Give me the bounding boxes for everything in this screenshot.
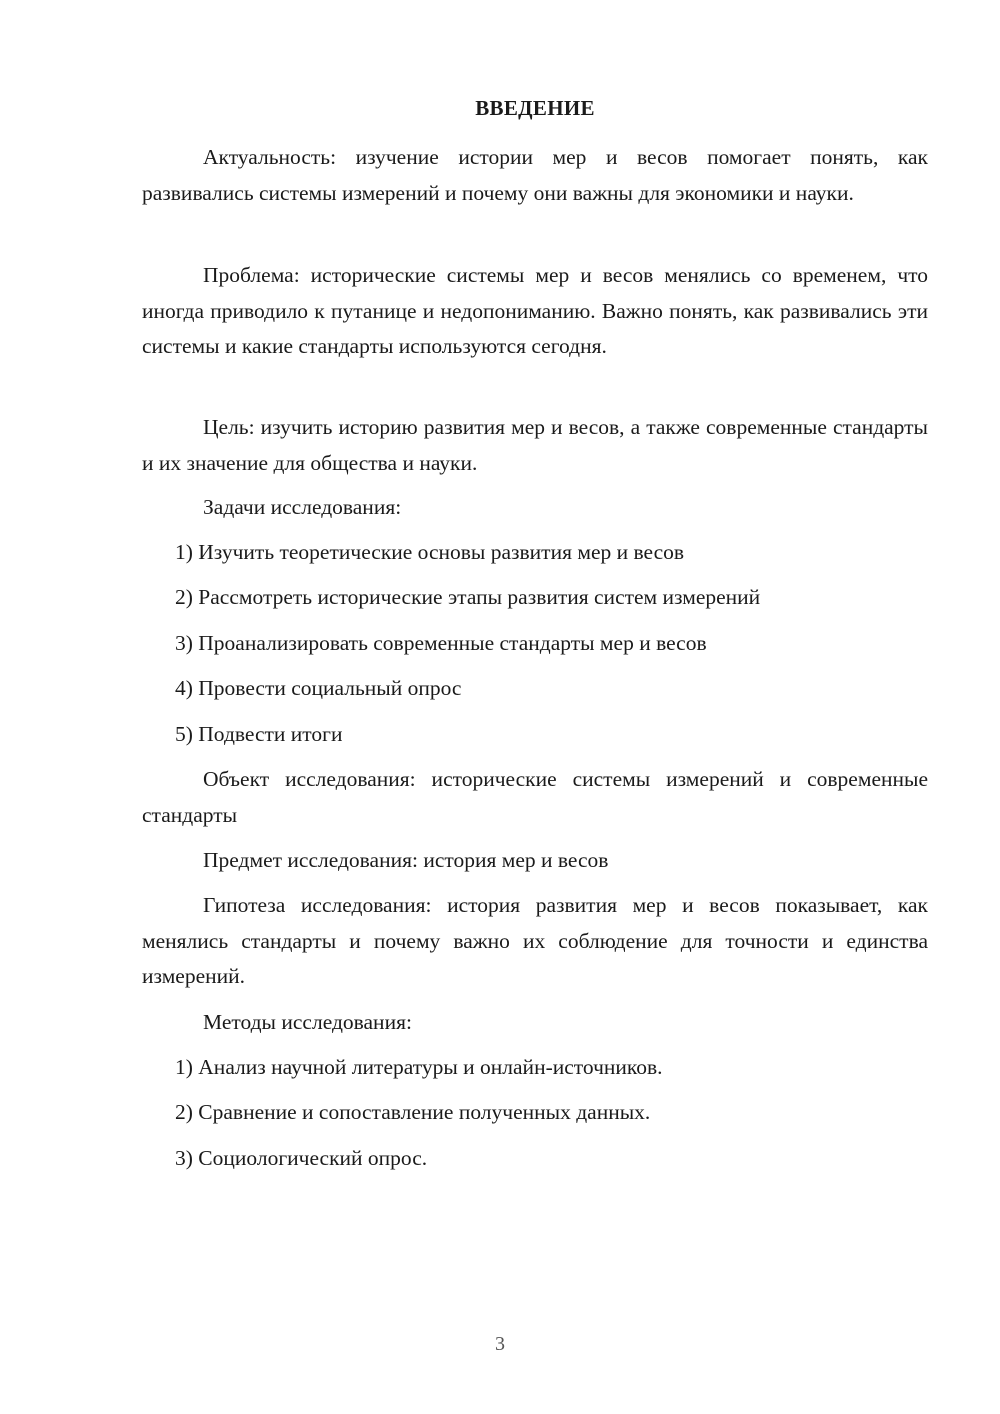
method-item: 1) Анализ научной литературы и онлайн-источников. [175, 1055, 663, 1079]
methods-heading: Методы исследования: [203, 1010, 412, 1034]
task-item: 2) Рассмотреть исторические этапы развития систем измерений [175, 585, 761, 609]
method-item: 2) Сравнение и сопоставление полученных данных. [175, 1100, 651, 1124]
task-item: 3) Проанализировать современные стандарты мер и весов [175, 631, 707, 655]
page-number: 3 [495, 1333, 505, 1355]
subject-paragraph: Предмет исследования: история мер и весов [203, 848, 609, 872]
task-item: 4) Провести социальный опрос [175, 676, 462, 700]
hypothesis-paragraph: Гипотеза исследования: история развития мер и весов показывает, как менялись стандарты и почему важно их соблюдение для точности и единства измерений. [142, 893, 928, 988]
problem-paragraph: Проблема: исторические системы мер и весов менялись со временем, что иногда приводило к путанице и недопониманию. Важно понять, как развивались эти системы и какие стандарты используются сегодня. [142, 263, 928, 358]
method-item: 3) Социологический опрос. [175, 1146, 428, 1170]
page-title: ВВЕДЕНИЕ [475, 96, 595, 120]
object-paragraph: Объект исследования: исторические системы измерений и современные стандарты [142, 767, 928, 827]
relevance-paragraph: Актуальность: изучение истории мер и весов помогает понять, как развивались системы измерений и почему они важны для экономики и науки. [142, 145, 928, 205]
goal-paragraph: Цель: изучить историю развития мер и весов, а также современные стандарты и их значение для общества и науки. [142, 415, 928, 475]
task-item: 5) Подвести итоги [175, 722, 343, 746]
task-item: 1) Изучить теоретические основы развития мер и весов [175, 540, 685, 564]
tasks-heading: Задачи исследования: [203, 495, 402, 519]
